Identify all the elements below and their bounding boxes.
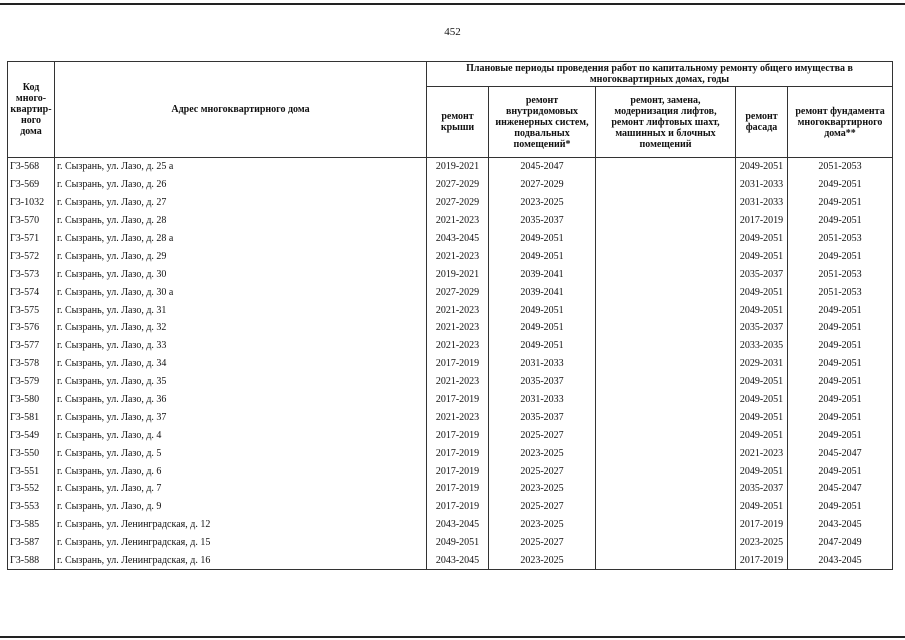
house-code-cell: Г3-585 [8, 516, 55, 534]
facade-period-cell: 2049-2051 [736, 373, 788, 391]
roof-period-cell: 2043-2045 [427, 552, 489, 570]
foundation-period-cell: 2049-2051 [788, 373, 893, 391]
foundation-period-cell: 2047-2049 [788, 534, 893, 552]
systems-period-cell: 2039-2041 [489, 265, 596, 283]
top-rule [0, 3, 905, 5]
foundation-period-cell: 2051-2053 [788, 265, 893, 283]
table-row [8, 319, 893, 337]
lifts-period-cell [596, 212, 736, 230]
roof-period-cell: 2049-2051 [427, 534, 489, 552]
facade-period-cell: 2017-2019 [736, 212, 788, 230]
lifts-period-cell [596, 247, 736, 265]
house-code-cell: Г3-553 [8, 498, 55, 516]
address-cell: г. Сызрань, ул. Ленинградская, д. 12 [55, 516, 427, 534]
address-cell: г. Сызрань, ул. Ленинградская, д. 16 [55, 552, 427, 570]
foundation-period-cell: 2043-2045 [788, 516, 893, 534]
roof-period-cell: 2043-2045 [427, 516, 489, 534]
facade-period-cell: 2049-2051 [736, 408, 788, 426]
systems-period-cell: 2039-2041 [489, 283, 596, 301]
lifts-period-cell [596, 462, 736, 480]
address-cell: г. Сызрань, ул. Лазо, д. 36 [55, 391, 427, 409]
table-row [8, 516, 893, 534]
roof-period-cell: 2021-2023 [427, 408, 489, 426]
lifts-period-cell [596, 391, 736, 409]
table-row [8, 355, 893, 373]
table-row [8, 444, 893, 462]
address-cell: г. Сызрань, ул. Лазо, д. 37 [55, 408, 427, 426]
lifts-period-cell [596, 194, 736, 212]
foundation-period-cell: 2049-2051 [788, 462, 893, 480]
house-code-cell: Г3-588 [8, 552, 55, 570]
table-row [8, 283, 893, 301]
lifts-period-cell [596, 498, 736, 516]
house-code-cell: Г3-570 [8, 212, 55, 230]
address-cell: г. Сызрань, ул. Лазо, д. 34 [55, 355, 427, 373]
systems-period-cell: 2023-2025 [489, 444, 596, 462]
address-cell: г. Сызрань, ул. Лазо, д. 28 [55, 212, 427, 230]
house-code-cell: Г3-551 [8, 462, 55, 480]
lifts-period-cell [596, 534, 736, 552]
roof-period-cell: 2021-2023 [427, 373, 489, 391]
foundation-period-cell: 2049-2051 [788, 301, 893, 319]
house-code-cell: Г3-579 [8, 373, 55, 391]
roof-period-cell: 2019-2021 [427, 265, 489, 283]
systems-period-cell: 2023-2025 [489, 480, 596, 498]
table-row [8, 552, 893, 570]
lifts-period-cell [596, 355, 736, 373]
facade-period-cell: 2049-2051 [736, 498, 788, 516]
facade-period-cell: 2017-2019 [736, 552, 788, 570]
header-foundation-repair: ремонт фундамента многоквартирного дома** [788, 87, 893, 158]
house-code-cell: Г3-576 [8, 319, 55, 337]
table-row [8, 212, 893, 230]
table-row [8, 480, 893, 498]
header-lift-repair: ремонт, замена, модернизация лифтов, ремонт лифтовых шахт, машинных и блочных помещений [596, 87, 736, 158]
roof-period-cell: 2021-2023 [427, 212, 489, 230]
house-code-cell: Г3-578 [8, 355, 55, 373]
facade-period-cell: 2049-2051 [736, 247, 788, 265]
facade-period-cell: 2049-2051 [736, 462, 788, 480]
roof-period-cell: 2021-2023 [427, 247, 489, 265]
house-code-cell: Г3-571 [8, 230, 55, 248]
systems-period-cell: 2049-2051 [489, 230, 596, 248]
systems-period-cell: 2023-2025 [489, 194, 596, 212]
address-cell: г. Сызрань, ул. Лазо, д. 30 а [55, 283, 427, 301]
systems-period-cell: 2031-2033 [489, 355, 596, 373]
foundation-period-cell: 2049-2051 [788, 355, 893, 373]
house-code-cell: Г3-574 [8, 283, 55, 301]
lifts-period-cell [596, 480, 736, 498]
facade-period-cell: 2035-2037 [736, 265, 788, 283]
page-number: 452 [444, 26, 461, 38]
table-row [8, 337, 893, 355]
systems-period-cell: 2049-2051 [489, 337, 596, 355]
lifts-period-cell [596, 373, 736, 391]
address-cell: г. Сызрань, ул. Лазо, д. 7 [55, 480, 427, 498]
lifts-period-cell [596, 176, 736, 194]
systems-period-cell: 2035-2037 [489, 408, 596, 426]
address-cell: г. Сызрань, ул. Лазо, д. 29 [55, 247, 427, 265]
address-cell: г. Сызрань, ул. Лазо, д. 31 [55, 301, 427, 319]
house-code-cell: Г3-573 [8, 265, 55, 283]
table-row [8, 194, 893, 212]
house-code-cell: Г3-580 [8, 391, 55, 409]
table-row [8, 462, 893, 480]
systems-period-cell: 2025-2027 [489, 462, 596, 480]
foundation-period-cell: 2049-2051 [788, 247, 893, 265]
house-code-cell: Г3-550 [8, 444, 55, 462]
house-code-cell: Г3-575 [8, 301, 55, 319]
address-cell: г. Сызрань, ул. Лазо, д. 33 [55, 337, 427, 355]
table-row [8, 373, 893, 391]
facade-period-cell: 2049-2051 [736, 158, 788, 176]
roof-period-cell: 2017-2019 [427, 391, 489, 409]
lifts-period-cell [596, 337, 736, 355]
address-cell: г. Сызрань, ул. Лазо, д. 32 [55, 319, 427, 337]
lifts-period-cell [596, 301, 736, 319]
table-row [8, 230, 893, 248]
systems-period-cell: 2025-2027 [489, 498, 596, 516]
systems-period-cell: 2035-2037 [489, 373, 596, 391]
roof-period-cell: 2021-2023 [427, 301, 489, 319]
facade-period-cell: 2031-2033 [736, 176, 788, 194]
house-code-cell: Г3-569 [8, 176, 55, 194]
house-code-cell: Г3-552 [8, 480, 55, 498]
foundation-period-cell: 2049-2051 [788, 408, 893, 426]
lifts-period-cell [596, 283, 736, 301]
house-code-cell: Г3-572 [8, 247, 55, 265]
systems-period-cell: 2027-2029 [489, 176, 596, 194]
foundation-period-cell: 2051-2053 [788, 283, 893, 301]
facade-period-cell: 2035-2037 [736, 319, 788, 337]
address-cell: г. Сызрань, ул. Лазо, д. 5 [55, 444, 427, 462]
table-row [8, 265, 893, 283]
facade-period-cell: 2033-2035 [736, 337, 788, 355]
roof-period-cell: 2019-2021 [427, 158, 489, 176]
lifts-period-cell [596, 158, 736, 176]
foundation-period-cell: 2049-2051 [788, 337, 893, 355]
house-code-cell: Г3-577 [8, 337, 55, 355]
facade-period-cell: 2029-2031 [736, 355, 788, 373]
systems-period-cell: 2049-2051 [489, 301, 596, 319]
bottom-rule [0, 636, 905, 638]
foundation-period-cell: 2049-2051 [788, 194, 893, 212]
roof-period-cell: 2021-2023 [427, 319, 489, 337]
table-row [8, 534, 893, 552]
facade-period-cell: 2017-2019 [736, 516, 788, 534]
table-row [8, 391, 893, 409]
address-cell: г. Сызрань, ул. Лазо, д. 25 а [55, 158, 427, 176]
foundation-period-cell: 2045-2047 [788, 480, 893, 498]
lifts-period-cell [596, 426, 736, 444]
repair-schedule-table [7, 61, 893, 570]
systems-period-cell: 2045-2047 [489, 158, 596, 176]
lifts-period-cell [596, 444, 736, 462]
systems-period-cell: 2025-2027 [489, 534, 596, 552]
facade-period-cell: 2023-2025 [736, 534, 788, 552]
foundation-period-cell: 2049-2051 [788, 319, 893, 337]
foundation-period-cell: 2043-2045 [788, 552, 893, 570]
foundation-period-cell: 2049-2051 [788, 498, 893, 516]
lifts-period-cell [596, 265, 736, 283]
roof-period-cell: 2017-2019 [427, 480, 489, 498]
house-code-cell: Г3-1032 [8, 194, 55, 212]
foundation-period-cell: 2049-2051 [788, 426, 893, 444]
systems-period-cell: 2023-2025 [489, 552, 596, 570]
table-row [8, 408, 893, 426]
lifts-period-cell [596, 516, 736, 534]
header-address: Адрес многоквартирного дома [55, 62, 427, 158]
house-code-cell: Г3-568 [8, 158, 55, 176]
roof-period-cell: 2027-2029 [427, 283, 489, 301]
address-cell: г. Сызрань, ул. Лазо, д. 26 [55, 176, 427, 194]
address-cell: г. Сызрань, ул. Лазо, д. 28 а [55, 230, 427, 248]
address-cell: г. Сызрань, ул. Лазо, д. 30 [55, 265, 427, 283]
lifts-period-cell [596, 552, 736, 570]
house-code-cell: Г3-581 [8, 408, 55, 426]
table-row [8, 301, 893, 319]
roof-period-cell: 2021-2023 [427, 337, 489, 355]
systems-period-cell: 2049-2051 [489, 319, 596, 337]
lifts-period-cell [596, 230, 736, 248]
house-code-cell: Г3-587 [8, 534, 55, 552]
foundation-period-cell: 2049-2051 [788, 391, 893, 409]
facade-period-cell: 2049-2051 [736, 391, 788, 409]
facade-period-cell: 2049-2051 [736, 426, 788, 444]
facade-period-cell: 2031-2033 [736, 194, 788, 212]
address-cell: г. Сызрань, ул. Лазо, д. 9 [55, 498, 427, 516]
foundation-period-cell: 2049-2051 [788, 212, 893, 230]
roof-period-cell: 2017-2019 [427, 462, 489, 480]
facade-period-cell: 2035-2037 [736, 480, 788, 498]
house-code-cell: Г3-549 [8, 426, 55, 444]
lifts-period-cell [596, 319, 736, 337]
facade-period-cell: 2021-2023 [736, 444, 788, 462]
header-house-code: Код много-квартир-ного дома [8, 62, 55, 158]
address-cell: г. Сызрань, ул. Лазо, д. 6 [55, 462, 427, 480]
address-cell: г. Сызрань, ул. Лазо, д. 35 [55, 373, 427, 391]
table-row [8, 498, 893, 516]
roof-period-cell: 2043-2045 [427, 230, 489, 248]
facade-period-cell: 2049-2051 [736, 230, 788, 248]
systems-period-cell: 2031-2033 [489, 391, 596, 409]
address-cell: г. Сызрань, ул. Ленинградская, д. 15 [55, 534, 427, 552]
table-row [8, 247, 893, 265]
roof-period-cell: 2027-2029 [427, 176, 489, 194]
foundation-period-cell: 2045-2047 [788, 444, 893, 462]
roof-period-cell: 2017-2019 [427, 444, 489, 462]
roof-period-cell: 2017-2019 [427, 355, 489, 373]
table-row [8, 176, 893, 194]
facade-period-cell: 2049-2051 [736, 283, 788, 301]
table-row [8, 426, 893, 444]
address-cell: г. Сызрань, ул. Лазо, д. 27 [55, 194, 427, 212]
roof-period-cell: 2017-2019 [427, 426, 489, 444]
systems-period-cell: 2049-2051 [489, 247, 596, 265]
header-roof-repair: ремонт крыши [427, 87, 489, 158]
header-systems-repair: ремонт внутридомовых инженерных систем, подвальных помещений* [489, 87, 596, 158]
systems-period-cell: 2023-2025 [489, 516, 596, 534]
foundation-period-cell: 2049-2051 [788, 176, 893, 194]
lifts-period-cell [596, 408, 736, 426]
facade-period-cell: 2049-2051 [736, 301, 788, 319]
header-planned-periods: Плановые периоды проведения работ по капитальному ремонту общего имущества в многоквартирных домах, годы [427, 62, 893, 87]
header-facade-repair: ремонт фасада [736, 87, 788, 158]
foundation-period-cell: 2051-2053 [788, 230, 893, 248]
table-row [8, 158, 893, 176]
roof-period-cell: 2027-2029 [427, 194, 489, 212]
systems-period-cell: 2035-2037 [489, 212, 596, 230]
foundation-period-cell: 2051-2053 [788, 158, 893, 176]
address-cell: г. Сызрань, ул. Лазо, д. 4 [55, 426, 427, 444]
systems-period-cell: 2025-2027 [489, 426, 596, 444]
roof-period-cell: 2017-2019 [427, 498, 489, 516]
